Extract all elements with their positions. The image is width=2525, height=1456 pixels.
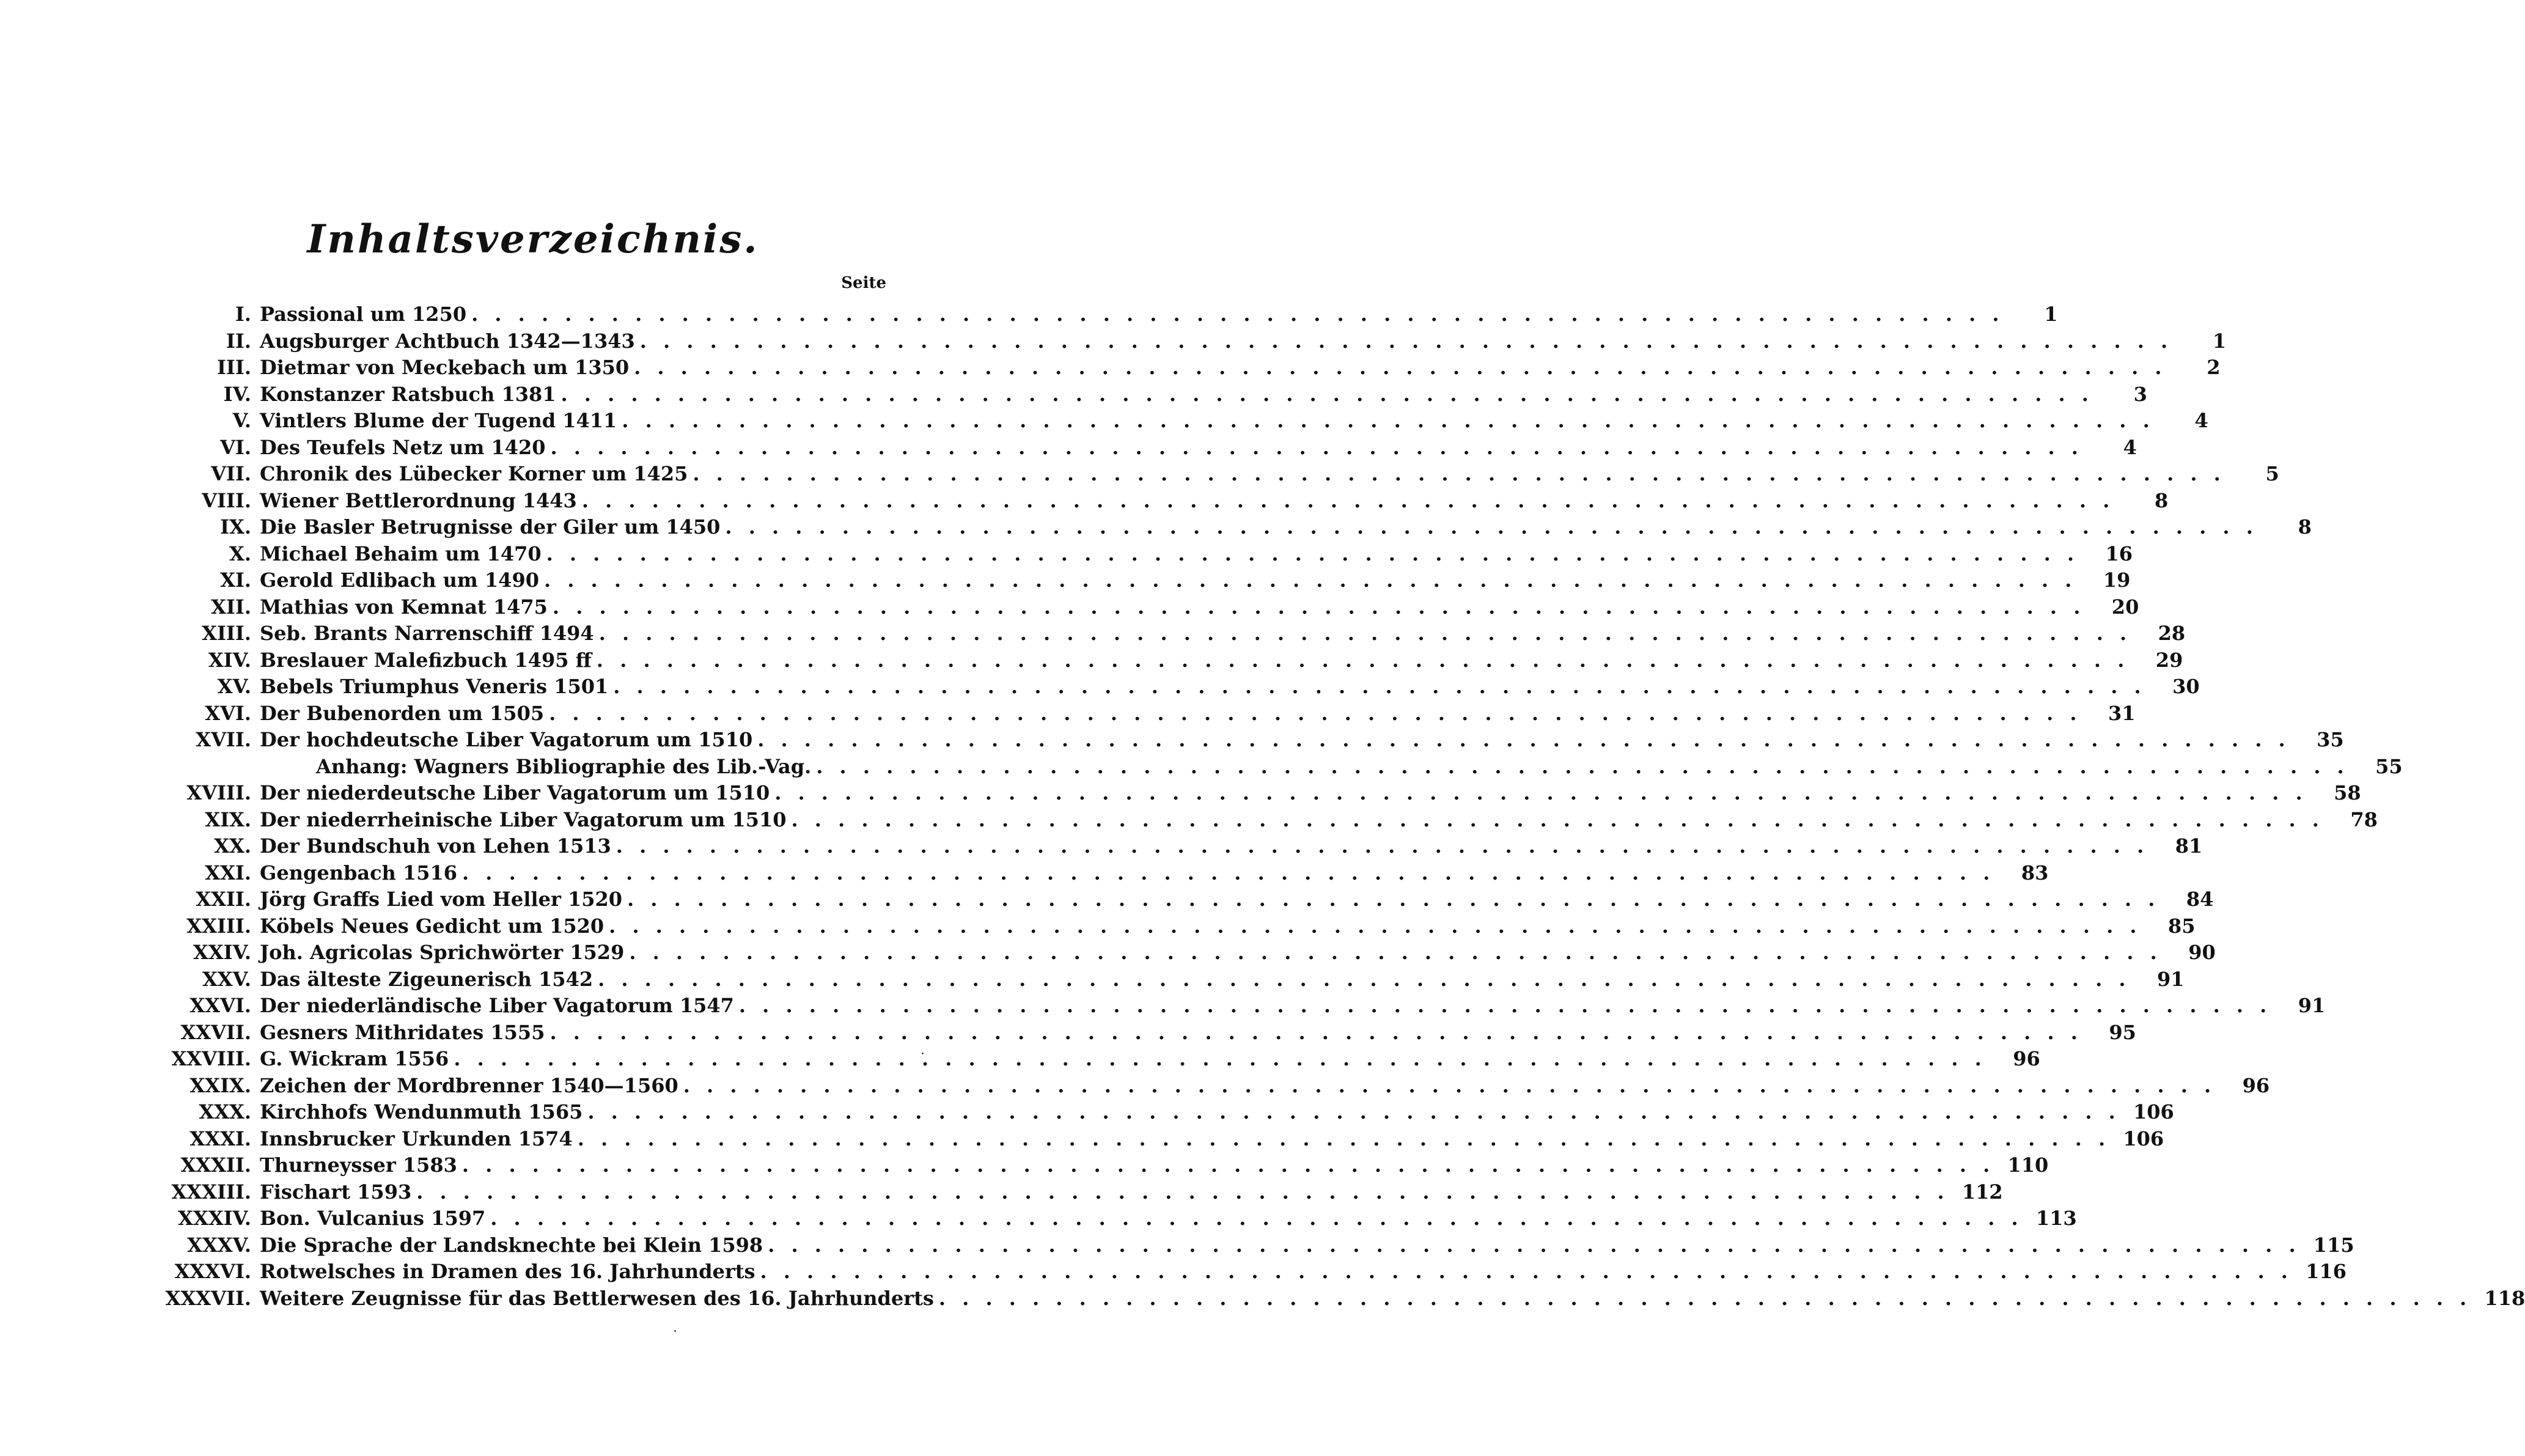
toc-row <box>165 780 2361 807</box>
toc-leader-dots <box>598 966 2130 993</box>
page-title: Inhaltsverzeichnis. <box>307 216 759 262</box>
toc-chapter-title: Thurneysser 1583 <box>260 1153 457 1177</box>
toc-chapter-title: Das älteste Zigeunerisch 1542 <box>260 967 594 991</box>
toc-chapter-number: XIX. <box>205 807 251 831</box>
toc-chapter-number: VIII. <box>202 488 251 512</box>
toc-chapter-number: XXII. <box>196 888 251 911</box>
toc-chapter-number: XX. <box>214 834 251 858</box>
toc-leader-dots <box>939 1285 2471 1312</box>
toc-chapter-title: Weitere Zeugnisse für das Bettlerwesen des 16. Jahrhunderts <box>260 1286 934 1310</box>
toc-chapter-title: Bebels Triumphus Veneris 1501 <box>260 675 609 698</box>
toc-row <box>165 1099 2174 1126</box>
toc-row <box>165 939 2216 966</box>
toc-chapter-number: X. <box>229 542 251 565</box>
toc-chapter-number: XXXVII. <box>165 1286 251 1310</box>
toc-chapter-title: Dietmar von Meckebach um 1350 <box>260 356 630 379</box>
toc-leader-dots <box>640 328 2172 355</box>
toc-chapter-title: Augsburger Achtbuch 1342—1343 <box>260 329 635 353</box>
toc-row <box>165 754 2403 781</box>
toc-chapter-title: Innsbrucker Urkunden 1574 <box>260 1127 573 1150</box>
toc-leader-dots <box>757 727 2290 754</box>
toc-page-number: 91 <box>2298 994 2326 1017</box>
toc-chapter-number: XVI. <box>205 701 251 725</box>
toc-page-number: 96 <box>2013 1047 2040 1070</box>
toc-page-number: 8 <box>2298 515 2312 539</box>
toc-row <box>165 620 2186 647</box>
toc-row <box>165 567 2131 594</box>
toc-leader-dots <box>599 620 2131 647</box>
toc-page-number: 115 <box>2313 1233 2354 1257</box>
toc-leader-dots <box>462 1152 1994 1179</box>
toc-chapter-title: Die Sprache der Landsknechte bei Klein 1598 <box>260 1233 763 1257</box>
toc-chapter-number: XXV. <box>202 967 251 991</box>
toc-chapter-title: Vintlers Blume der Tugend 1411 <box>260 409 617 432</box>
toc-leader-dots <box>544 567 2076 594</box>
toc-page-number: 116 <box>2306 1260 2347 1283</box>
toc-row <box>165 1152 2049 1179</box>
toc-leader-dots <box>582 488 2114 515</box>
toc-row <box>165 408 2208 435</box>
toc-row <box>165 674 2200 700</box>
toc-leader-dots <box>549 1020 2082 1046</box>
toc-page-number: 113 <box>2035 1207 2077 1230</box>
toc-leader-dots <box>774 780 2307 807</box>
toc-chapter-number: XV. <box>217 675 251 698</box>
toc-chapter-title: Chronik des Lübecker Korner um 1425 <box>260 462 688 485</box>
toc-leader-dots <box>561 381 2093 408</box>
toc-chapter-title: Köbels Neues Gedicht um 1520 <box>260 914 605 938</box>
toc-chapter-title: Des Teufels Netz um 1420 <box>260 435 546 459</box>
toc-page-number: 8 <box>2154 488 2169 512</box>
toc-chapter-title: Jörg Graffs Lied vom Heller 1520 <box>260 888 622 911</box>
print-speck <box>922 1053 924 1054</box>
toc-chapter-title: Rotwelsches in Dramen des 16. Jahrhunderts <box>260 1260 755 1283</box>
toc-row <box>165 514 2312 541</box>
toc-row <box>165 860 2049 887</box>
toc-chapter-title: Konstanzer Ratsbuch 1381 <box>260 382 556 406</box>
toc-chapter-title: G. Wickram 1556 <box>260 1047 449 1070</box>
toc-chapter-number: II. <box>226 329 251 353</box>
toc-chapter-number: IV. <box>223 382 251 406</box>
toc-page-number: 81 <box>2175 834 2203 858</box>
toc-page-number: 4 <box>2194 409 2208 432</box>
toc-page-number: 85 <box>2168 914 2196 938</box>
toc-chapter-title: Michael Behaim um 1470 <box>260 542 542 565</box>
toc-chapter-number: XXIII. <box>186 914 251 938</box>
toc-page-number: 28 <box>2158 622 2186 645</box>
toc-chapter-number: XXXIV. <box>178 1207 251 1230</box>
toc-row <box>165 993 2326 1020</box>
toc-chapter-title: Anhang: Wagners Bibliographie des Lib.-Vag. <box>316 754 812 778</box>
toc-leader-dots <box>551 435 2083 461</box>
toc-leader-dots <box>616 833 2148 860</box>
toc-row <box>165 727 2344 754</box>
toc-chapter-number: XXVI. <box>189 994 251 1017</box>
toc-chapter-title: Joh. Agricolas Sprichwörter 1529 <box>260 941 625 964</box>
toc-chapter-number: XXVIII. <box>171 1047 251 1070</box>
toc-row <box>165 647 2183 674</box>
toc-row <box>165 541 2133 568</box>
toc-row <box>165 1046 2040 1073</box>
toc-leader-dots <box>693 461 2225 488</box>
toc-chapter-number: XXXI. <box>189 1127 251 1150</box>
toc-leader-dots <box>627 886 2159 913</box>
toc-chapter-title: Fischart 1593 <box>260 1180 412 1204</box>
print-speck <box>674 1330 676 1332</box>
toc-page-number: 58 <box>2334 781 2361 804</box>
toc-leader-dots <box>760 1259 2292 1285</box>
toc-page-number: 78 <box>2350 807 2378 831</box>
toc-chapter-title: Der hochdeutsche Liber Vagatorum um 1510 <box>260 728 753 751</box>
toc-chapter-title: Mathias von Kemnat 1475 <box>260 595 548 619</box>
toc-chapter-title: Passional um 1250 <box>260 303 467 326</box>
toc-row <box>165 1179 2003 1206</box>
toc-row <box>165 833 2203 860</box>
toc-leader-dots <box>816 754 2348 781</box>
toc-leader-dots <box>546 541 2079 568</box>
toc-leader-dots <box>454 1046 1986 1073</box>
toc-leader-dots <box>587 1099 2120 1126</box>
toc-chapter-number: XXIX. <box>189 1073 251 1097</box>
toc-page-number: 5 <box>2265 462 2279 485</box>
toc-page-number: 35 <box>2317 728 2344 751</box>
toc-page-number: 83 <box>2021 861 2049 884</box>
toc-page-number: 30 <box>2172 675 2200 698</box>
toc-chapter-number: XII. <box>211 595 251 619</box>
toc-chapter-title: Gesners Mithridates 1555 <box>260 1020 545 1044</box>
toc-chapter-number: XXVII. <box>180 1020 251 1044</box>
toc-page-number: 91 <box>2156 967 2185 991</box>
toc-chapter-title: Die Basler Betrugnisse der Giler um 1450 <box>260 515 721 539</box>
toc-page-number: 4 <box>2123 435 2137 459</box>
toc-leader-dots <box>471 301 2004 328</box>
toc-chapter-number: VII. <box>211 462 251 485</box>
toc-row <box>165 328 2227 355</box>
toc-chapter-title: Der Bundschuh von Lehen 1513 <box>260 834 611 858</box>
page-column-label: Seite <box>841 274 886 292</box>
toc-leader-dots <box>578 1126 2110 1153</box>
toc-chapter-number: XVIII. <box>186 781 251 804</box>
toc-page-number: 90 <box>2188 941 2216 964</box>
toc-leader-dots <box>490 1205 2023 1232</box>
toc-chapter-number: XXXII. <box>180 1153 251 1177</box>
toc-leader-dots <box>549 700 2081 727</box>
toc-chapter-number: XXXIII. <box>171 1180 251 1204</box>
toc-leader-dots <box>416 1179 1949 1206</box>
toc-row <box>165 966 2185 993</box>
toc-row <box>165 886 2214 913</box>
toc-chapter-title: Der niederländische Liber Vagatorum 1547 <box>260 994 734 1017</box>
toc-chapter-title: Wiener Bettlerordnung 1443 <box>260 488 577 512</box>
toc-row <box>165 700 2136 727</box>
toc-row <box>165 355 2221 381</box>
toc-page-number: 55 <box>2375 754 2403 778</box>
toc-chapter-title: Der niederdeutsche Liber Vagatorum um 1510 <box>260 781 770 804</box>
toc-chapter-number: XXX. <box>199 1100 251 1123</box>
toc-chapter-number: III. <box>216 356 251 379</box>
toc-chapter-number: XXXV. <box>187 1233 251 1257</box>
toc-page-number: 96 <box>2242 1073 2270 1097</box>
toc-chapter-number: XIII. <box>202 622 251 645</box>
toc-leader-dots <box>634 355 2166 381</box>
toc-chapter-title: Breslauer Malefizbuch 1495 ff <box>260 648 592 672</box>
toc-row <box>165 1020 2136 1046</box>
toc-leader-dots <box>629 939 2161 966</box>
toc-page-number: 84 <box>2186 888 2214 911</box>
toc-page-number: 1 <box>2044 303 2058 326</box>
toc-chapter-number: IX. <box>220 515 251 539</box>
toc-leader-dots <box>683 1073 2216 1100</box>
toc-chapter-title: Gerold Edlibach um 1490 <box>260 568 539 592</box>
toc-row <box>165 807 2378 834</box>
toc-page-number: 29 <box>2155 648 2183 672</box>
table-of-contents <box>165 301 2525 1312</box>
toc-leader-dots <box>725 514 2257 541</box>
toc-row <box>165 1073 2270 1100</box>
toc-chapter-number: VI. <box>220 435 251 459</box>
toc-row <box>165 301 2058 328</box>
toc-page-number: 2 <box>2207 356 2221 379</box>
toc-page-number: 118 <box>2484 1286 2525 1310</box>
toc-page-number: 31 <box>2108 701 2136 725</box>
toc-row <box>165 1205 2077 1232</box>
toc-chapter-number: XXXVI. <box>174 1260 251 1283</box>
toc-chapter-title: Der Bubenorden um 1505 <box>260 701 545 725</box>
toc-page-number: 16 <box>2105 542 2133 565</box>
toc-row <box>165 488 2169 515</box>
toc-page-number: 106 <box>2123 1127 2164 1150</box>
toc-chapter-number: XXI. <box>205 861 251 884</box>
toc-chapter-title: Zeichen der Mordbrenner 1540—1560 <box>260 1073 678 1097</box>
toc-chapter-number: XVII. <box>196 728 251 751</box>
toc-chapter-number: XXIV. <box>193 941 251 964</box>
toc-chapter-title: Bon. Vulcanius 1597 <box>260 1207 486 1230</box>
toc-page-number: 95 <box>2109 1020 2136 1044</box>
toc-chapter-number: I. <box>235 303 251 326</box>
toc-row <box>165 1232 2354 1259</box>
toc-page-number: 3 <box>2133 382 2147 406</box>
toc-row <box>165 594 2139 621</box>
toc-leader-dots <box>768 1232 2300 1259</box>
toc-leader-dots <box>792 807 2324 834</box>
toc-leader-dots <box>553 594 2085 621</box>
toc-page-number: 106 <box>2133 1100 2174 1123</box>
toc-leader-dots <box>597 647 2129 674</box>
toc-chapter-title: Kirchhofs Wendunmuth 1565 <box>260 1100 583 1123</box>
toc-page-number: 1 <box>2212 329 2227 353</box>
toc-row <box>165 1259 2347 1285</box>
toc-row <box>165 461 2279 488</box>
toc-leader-dots <box>609 913 2141 940</box>
toc-leader-dots <box>739 993 2271 1020</box>
toc-row <box>165 913 2196 940</box>
toc-chapter-number: XI. <box>220 568 251 592</box>
toc-page-number: 19 <box>2103 568 2131 592</box>
toc-row <box>165 1126 2164 1153</box>
toc-row <box>165 435 2137 461</box>
toc-row <box>165 1285 2525 1312</box>
toc-chapter-number: V. <box>232 409 251 432</box>
toc-leader-dots <box>622 408 2154 435</box>
toc-chapter-title: Seb. Brants Narrenschiff 1494 <box>260 622 594 645</box>
toc-page-number: 112 <box>1961 1180 2003 1204</box>
toc-leader-dots <box>613 674 2145 700</box>
toc-chapter-number: XIV. <box>208 648 251 672</box>
toc-chapter-title: Der niederrheinische Liber Vagatorum um 1510 <box>260 807 787 831</box>
toc-page-number: 110 <box>2007 1153 2049 1177</box>
toc-page-number: 20 <box>2111 595 2139 619</box>
toc-leader-dots <box>462 860 1994 887</box>
toc-row <box>165 381 2147 408</box>
toc-chapter-title: Gengenbach 1516 <box>260 861 458 884</box>
